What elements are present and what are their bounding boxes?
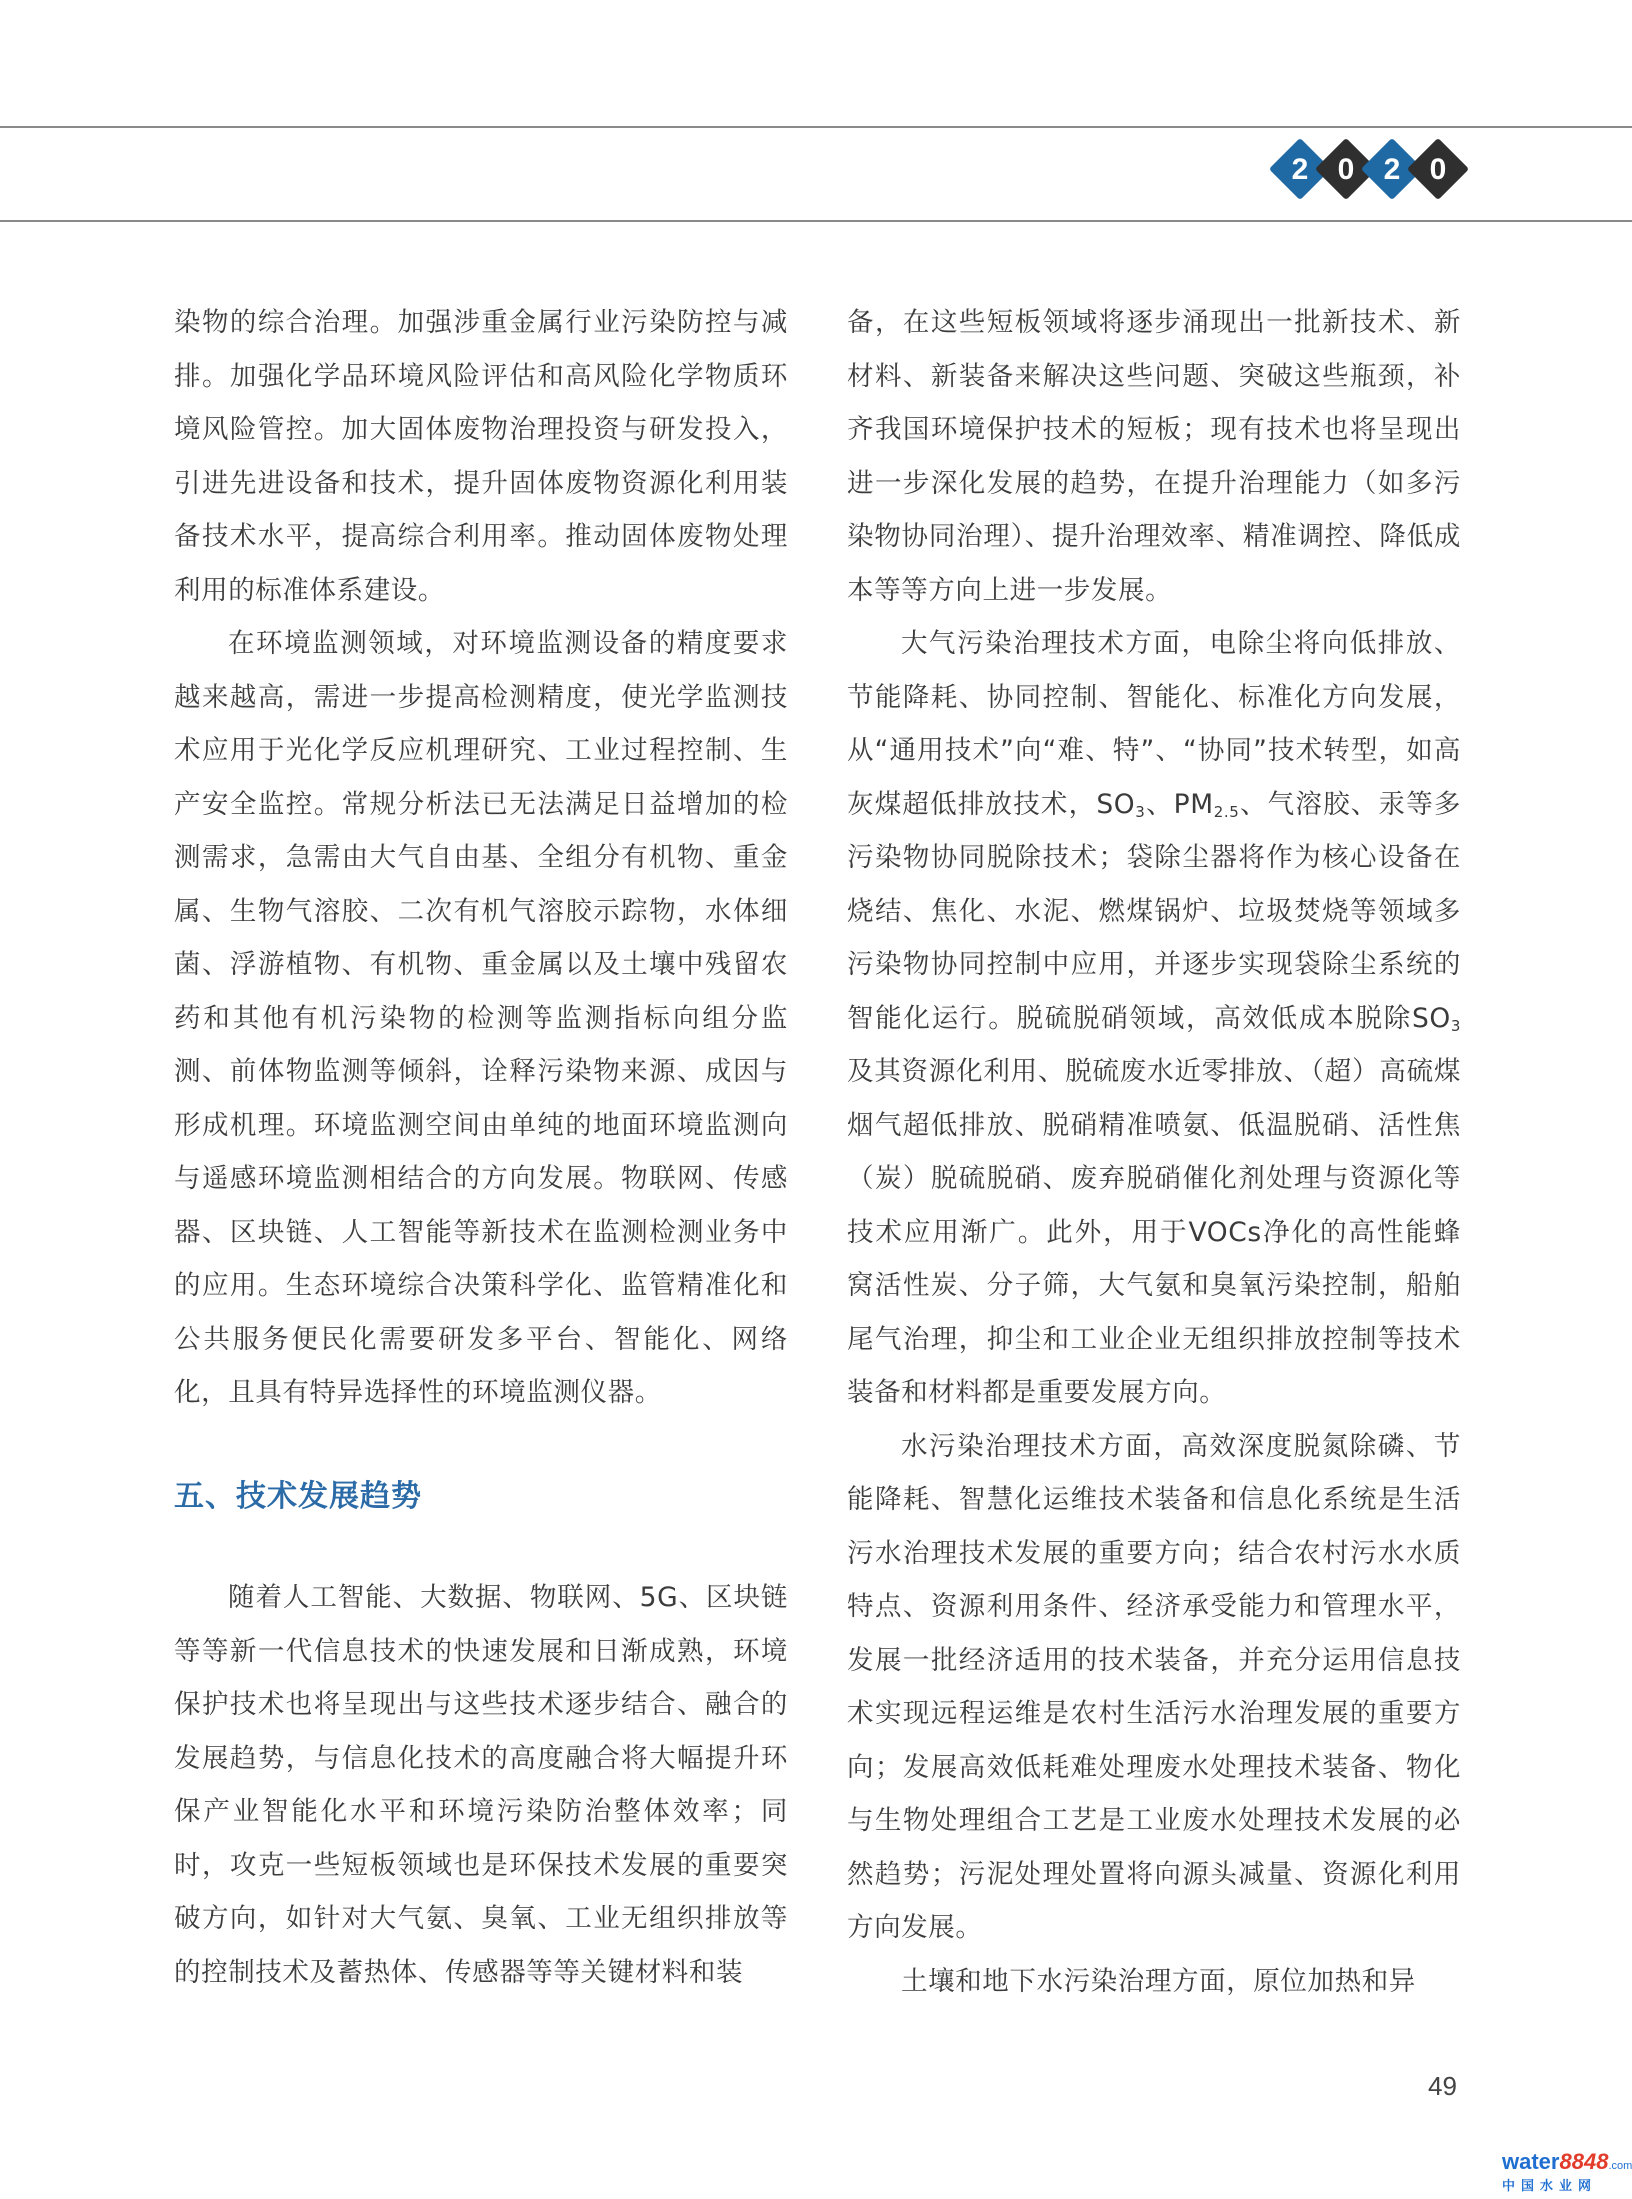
subscript: 2.5 <box>1213 802 1240 821</box>
page-number: 49 <box>1428 2071 1457 2101</box>
right-column <box>847 296 1461 2008</box>
paragraph: 随着人工智能、大数据、物联网、5G、区块链等等新一代信息技术的快速发展和日渐成熟，环境保护技术也将呈现出与这些技术逐步结合、融合的发展趋势，与信息化技术的高度融合将大幅提升环保产业智能化水平和环境污染防治整体效率；同时，攻克一些短板领域也是环保技术发展的重要突破方向，如针对大气氨、臭氧、工业无组织排放等的控制技术及蓄热体、传感器等等关键材料和装 <box>174 1582 788 1988</box>
year-digit: 2 <box>1383 153 1401 186</box>
text-run: 、PM <box>1145 788 1214 820</box>
year-digit: 0 <box>1429 153 1447 186</box>
logo-water: water <box>1502 2149 1560 2174</box>
year-digit: 0 <box>1337 153 1355 186</box>
logo-number: 8848 <box>1559 2149 1609 2174</box>
paragraph: 土壤和地下水污染治理方面，原位加热和异 <box>901 1965 1416 1997</box>
paragraph: 备，在这些短板领域将逐步涌现出一批新技术、新材料、新装备来解决这些问题、突破这些瓶颈，补齐我国环境保护技术的短板；现有技术也将呈现出进一步深化发展的趋势，在提升治理能力（如多污染物协同治理）、提升治理效率、精准调控、降低成本等等方向上进一步发展。 <box>847 307 1461 606</box>
logo-chinese-name: 中国水业网 <box>1502 2179 1598 2194</box>
section-heading: 五、技术发展趋势 <box>174 1478 422 1514</box>
paragraph: 染物的综合治理。加强涉重金属行业污染防控与减排。加强化学品环境风险评估和高风险化学物质环境风险管控。加大固体废物治理投资与研发投入，引进先进设备和技术，提升固体废物资源化利用装备技术水平，提高综合利用率。推动固体废物处理利用的标准体系建设。 <box>174 307 788 606</box>
paragraph: 水污染治理技术方面，高效深度脱氮除磷、节能降耗、智慧化运维技术装备和信息化系统是生活污水治理技术发展的重要方向；结合农村污水水质特点、资源利用条件、经济承受能力和管理水平，发展一批经济适用的技术装备，并充分运用信息技术实现远程运维是农村生活污水治理发展的重要方向；发展高效低耗难处理废水处理技术装备、物化与生物处理组合工艺是工业废水处理技术发展的必然趋势；污泥处理处置将向源头减量、资源化利用方向发展。 <box>847 1430 1461 1943</box>
year-digit: 2 <box>1291 153 1309 186</box>
text-run: 及其资源化利用、脱硫废水近零排放、（超）高硫煤烟气超低排放、脱硝精准喷氨、低温脱硝、活性焦（炭）脱硫脱硝、废弃脱硝催化剂处理与资源化等技术应用渐广。此外，用于VOCs净化的高性能蜂窝活性炭、分子筛，大气氨和臭氧污染控制，船舶尾气治理，抑尘和工业企业无组织排放控制等技术装备和材料都是重要发展方向。 <box>847 1056 1461 1408</box>
left-column <box>174 296 788 1999</box>
subscript: 3 <box>1450 1016 1461 1035</box>
watermark-logo <box>1502 2149 1632 2196</box>
text-run: 、气溶胶、汞等多污染物协同脱除技术；袋除尘器将作为核心设备在烧结、焦化、水泥、燃煤锅炉、垃圾焚烧等领域多污染物协同控制中应用，并逐步实现袋除尘系统的智能化运行。脱硫脱硝领域，高效低成本脱除SO <box>847 788 1461 1034</box>
header-rule-bottom <box>0 220 1632 222</box>
paragraph: 在环境监测领域，对环境监测设备的精度要求越来越高，需进一步提高检测精度，使光学监测技术应用于光化学反应机理研究、工业过程控制、生产安全监控。常规分析法已无法满足日益增加的检测需求，急需由大气自由基、全组分有机物、重金属、生物气溶胶、二次有机气溶胶示踪物，水体细菌、浮游植物、有机物、重金属以及土壤中残留农药和其他有机污染物的检测等监测指标向组分监测、前体物监测等倾斜，诠释污染物来源、成因与形成机理。环境监测空间由单纯的地面环境监测向与遥感环境监测相结合的方向发展。物联网、传感器、区块链、人工智能等新技术在监测检测业务中的应用。生态环境综合决策科学化、监管精准化和公共服务便民化需要研发多平台、智能化、网络化，且具有特异选择性的环境监测仪器。 <box>174 628 788 1408</box>
subscript: 3 <box>1135 802 1146 821</box>
text-run: 大气污染治理技术方面，电除尘将向低排放、节能降耗、协同控制、智能化、标准化方向发展，从“通用技术”向“难、特”、“协同”技术转型，如高灰煤超低排放技术，SO <box>847 628 1461 820</box>
paragraph <box>847 617 1461 1420</box>
header-rule-top <box>0 126 1632 128</box>
logo-com: .com <box>1608 2160 1632 2172</box>
year-badge <box>1270 143 1470 205</box>
